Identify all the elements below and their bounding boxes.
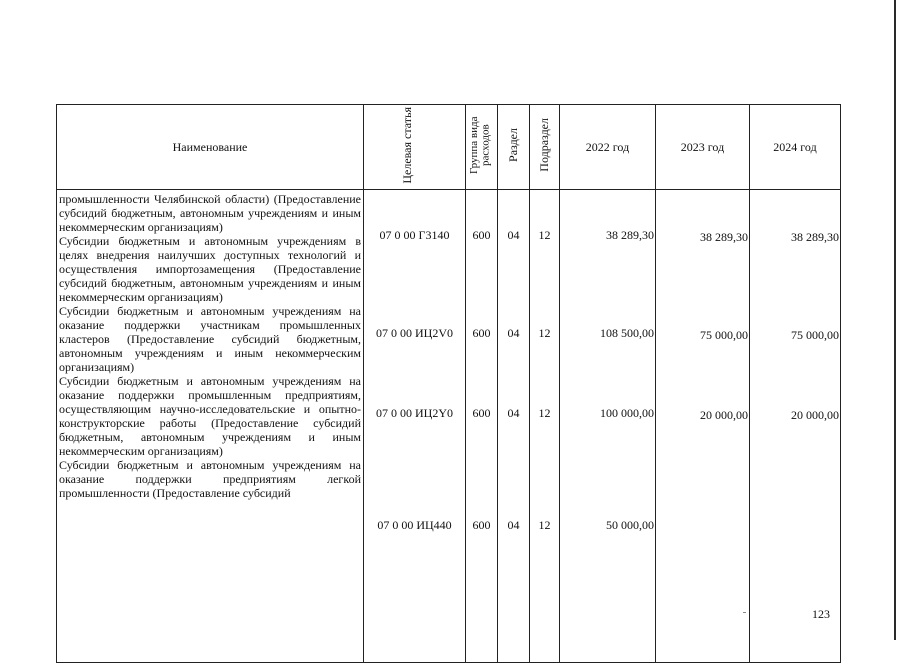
row-2023-value: 20 000,00 [700,408,748,422]
row-group: 600 [472,326,491,340]
header-row [57,105,841,190]
row-2024-value: 38 289,30 [791,230,839,244]
row-group: 600 [472,518,491,532]
row-subsection: 12 [538,406,551,420]
row-section: 04 [507,406,520,420]
row-2022-value: 100 000,00 [600,406,654,420]
header-section: Раздел [498,105,530,190]
y2023-cell [656,190,750,663]
table-row [57,190,841,663]
header-subsection: Подраздел [530,105,560,190]
row-name: Субсидии бюджетным и автономным учреждениям на оказание поддержки предприятиям легкой промышленности (Предоставление субсидий [59,458,361,500]
row-section: 04 [507,228,520,242]
page-number: 123 [812,607,830,621]
row-2022-value: 50 000,00 [606,518,654,532]
row-subsection: 12 [538,326,551,340]
row-code: 07 0 00 Г3140 [379,228,450,242]
row-2022-value: 108 500,00 [600,326,654,340]
group-cell [466,190,498,663]
section-cell [498,190,530,663]
row-2022-value: 38 289,30 [606,228,654,242]
header-name: Наименование [57,105,364,190]
header-2024: 2024 год [750,105,841,190]
name-cell [57,190,364,663]
row-2024-value: 75 000,00 [791,328,839,342]
row-2024-value: 20 000,00 [791,408,839,422]
header-2023: 2023 год [656,105,750,190]
row-subsection: 12 [538,518,551,532]
header-target-article: Целевая статья [364,105,466,190]
y2024-cell [750,190,841,663]
row-group: 600 [472,406,491,420]
row-name: Субсидии бюджетным и автономным учреждениям на оказание поддержки участникам промышленных кластеров (Предоставление субсидий бюджетным, автономным учреждениям и иным некоммерческим организациям) [59,304,361,374]
row-name: Субсидии бюджетным и автономным учреждениям в целях внедрения наилучших доступных технологий и осуществления импортозамещения (Предоставление субсидий бюджетным, автономным учреждениям и иным некоммерческим организациям) [59,234,361,304]
row-2023-value: 75 000,00 [700,328,748,342]
row-code: 07 0 00 ИЦ440 [377,518,452,532]
row-name: Субсидии бюджетным и автономным учреждениям на оказание поддержки промышленным предприятиям, осуществляющим научно-исследовательские и опытно-конструкторские работы (Предоставление субсидий бюджетным, автономным учреждениям и иным некоммерческим организациям) [59,374,361,458]
row-code: 07 0 00 ИЦ2V0 [376,326,453,340]
row-subsection: 12 [538,228,551,242]
row-section: 04 [507,518,520,532]
row-2023-value: 38 289,30 [700,230,748,244]
code-cell [364,190,466,663]
header-expense-group: Группа вида расходов [466,105,498,190]
y2022-cell [560,190,656,663]
budget-table [56,104,841,663]
row-name: промышленности Челябинской области) (Предоставление субсидий бюджетным, автономным учреждениям и иным некоммерческим организациям) [59,192,361,234]
row-section: 04 [507,326,520,340]
subsection-cell [530,190,560,663]
header-2022: 2022 год [560,105,656,190]
row-code: 07 0 00 ИЦ2Y0 [376,406,453,420]
page-edge-line [894,0,896,640]
row-group: 600 [472,228,491,242]
